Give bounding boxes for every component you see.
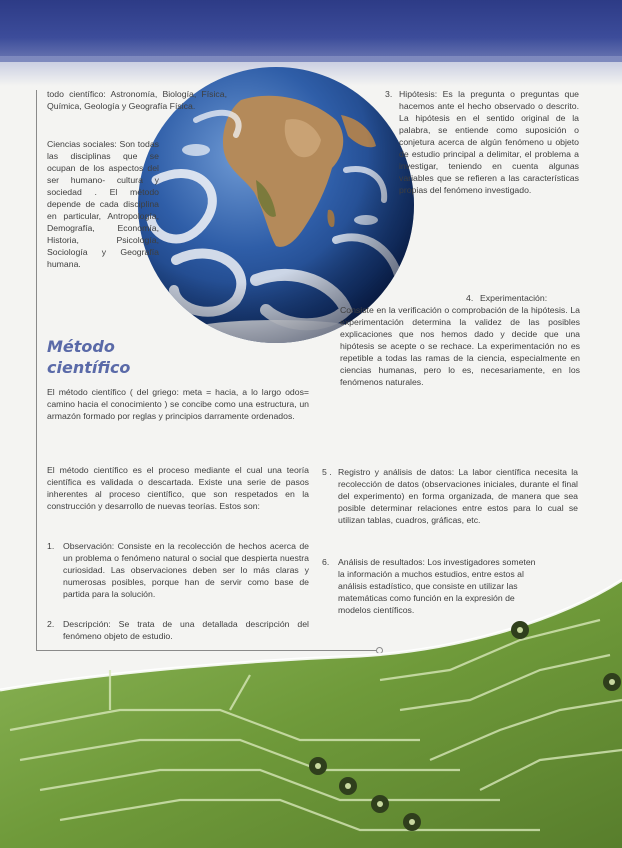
- step-number: 3.: [385, 89, 393, 99]
- step-number: 4.: [466, 293, 474, 303]
- method-definition-paragraph: El método científico ( del griego: meta = hacia, a lo largo odos= camino hacia el conocimiento ) se concibe como una estructura, un armazón formado por reglas y principios darramente ordenados.: [47, 387, 309, 421]
- step-number: 6.: [322, 557, 330, 567]
- step-text: Registro y análisis de datos: La labor científica necesita la recolección de datos (observaciones iniciales, durante el final del experimento) en forma organizada, de manera que sea posible determinar relaciones entre estos para lo cual se utilizan tablas, cuadros, gráficas, etc.: [338, 467, 578, 525]
- step-text: Observación: Consiste en la recolección de hechos acerca de un problema o fenómeno natural o social que despierta nuestra curiosidad. Las observaciones deben ser lo más claras y numerosas posibles, porque han de servir como base de partida para la solución.: [63, 541, 309, 599]
- process-paragraph: El método científico es el proceso mediante el cual una teoría científica es validada o descartada. Existe una serie de pasos inherentes al proceso científico, que son respetados en la construcción y desarrollo de nuevas teorías. Estos son:: [47, 465, 309, 511]
- top-color-band: [0, 0, 622, 62]
- step-data-analysis: [322, 466, 580, 550]
- step-number: 5 .: [322, 467, 332, 477]
- intro-paragraph: todo científico: Astronomía, Biología, Física, Química, Geología y Geografía Física.: [47, 89, 227, 111]
- step-number: 2.: [47, 619, 55, 629]
- step-text: Descripción: Se trata de una detallada descripción del fenómeno objeto de estudio.: [63, 619, 309, 641]
- circuit-board-image: [0, 560, 622, 848]
- section-heading: Método científico: [47, 337, 131, 377]
- step-number: 1.: [47, 541, 55, 551]
- step-text: Experimentación: Consiste en la verificación o comprobación de la hipótesis. La experimentación determina la validez de las posibles explicaciones que nos hemos dado y decide que una hipótesis se acepte o se rechace. La experimentación no es repetible a todas las ramas de la ciencia, especialmente en ciencias humanas, pero lo es, necesariamente, en los fenómenos naturales.: [340, 293, 580, 387]
- step-experimentation: [340, 292, 580, 462]
- step-text: Análisis de resultados: Los investigadores someten la información a muchos estudios, entre estos al análisis estadístico, que consiste en utilizar las matemáticas como función en la expresión de modelos científicos.: [338, 557, 536, 615]
- step-hypothesis: [385, 88, 580, 288]
- social-sciences-paragraph: Ciencias sociales: Son todas las disciplinas que se ocupan de los aspectos del ser humano- cultura y sociedad . El método depende de cada disciplina en particular, Antropología, Demografía, Economía, Historia, Psicología, Sociología y Geografía humana.: [47, 139, 159, 269]
- step-text: Hipótesis: Es la pregunta o preguntas que hacemos ante el hecho observado o descrito. La hipótesis en el sentido original de la palabra, se entiende como suposición o conjetura acerca de algún fenómeno u objeto de estudio principal a delimitar, el problema a investigar, teniendo en cuenta algunas variables que se refieren a las características propias del fenómeno investigado.: [399, 89, 579, 195]
